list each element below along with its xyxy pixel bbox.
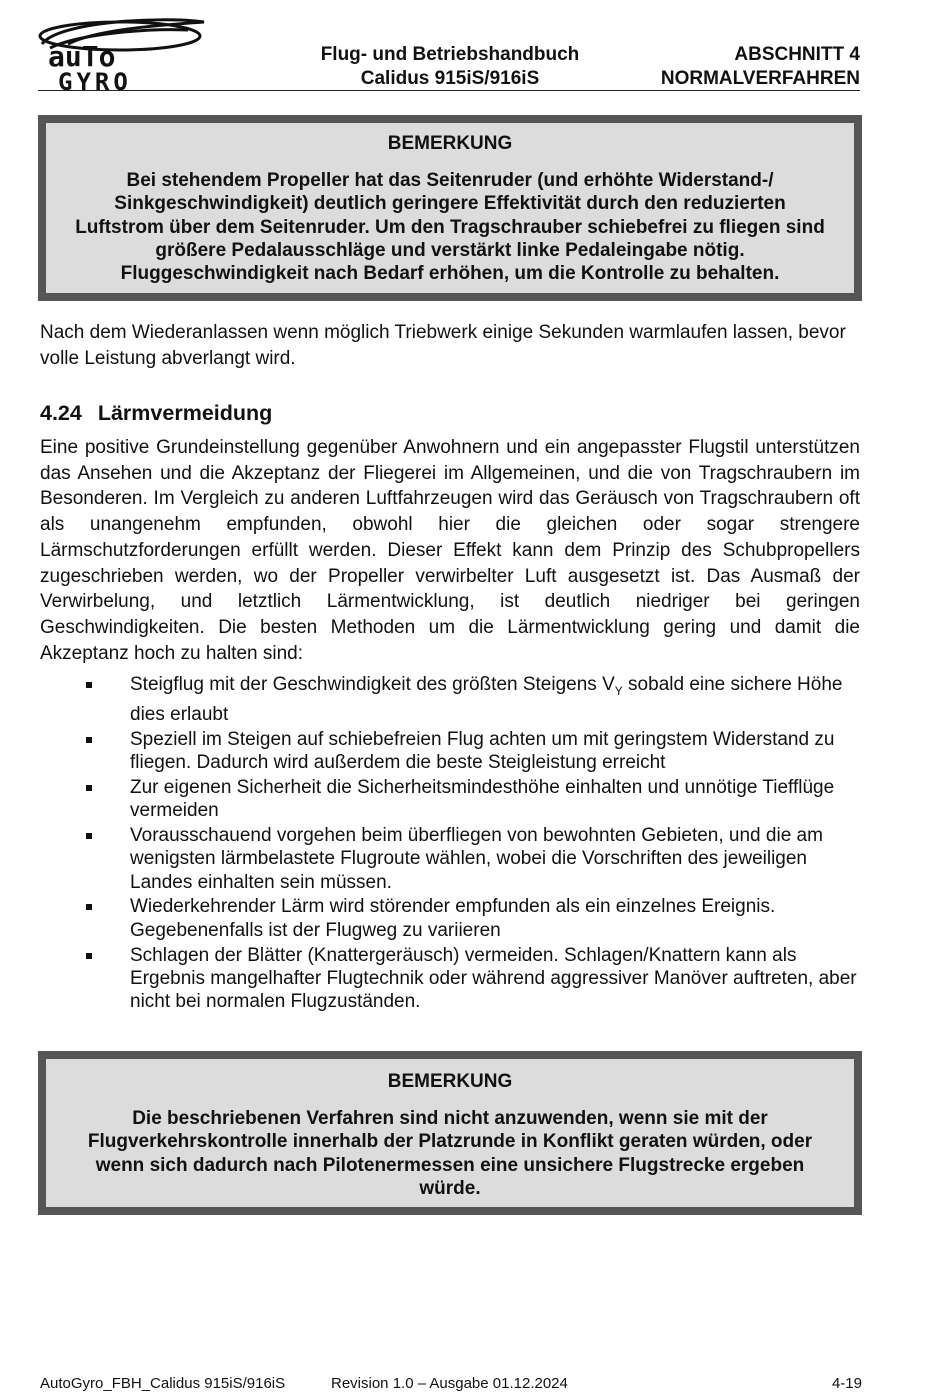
list-item <box>40 944 870 1014</box>
list-item <box>40 895 870 942</box>
list-item-text: Wiederkehrender Lärm wird störender empfunden als ein einzelnes Ereignis. Gegebenenfalls ist der Flugweg zu variieren <box>130 896 776 941</box>
footer-document-id: AutoGyro_FBH_Calidus 915iS/916iS <box>40 1375 286 1392</box>
logo-text-top: auTo <box>48 40 116 73</box>
manual-title <box>300 43 600 91</box>
bullet-marker <box>86 833 92 839</box>
section-number-label: ABSCHNITT 4 <box>734 44 860 65</box>
section-name-label: NORMALVERFAHREN <box>660 68 860 89</box>
bullet-marker <box>86 682 92 688</box>
list-item-text-b: sobald eine sichere Höhe dies erlaubt <box>130 674 843 726</box>
note-title: BEMERKUNG <box>387 133 513 154</box>
note-text: Die beschriebenen Verfahren sind nicht anzuwenden, wenn sie mit der Flugverkehrskontrolle innerhalb der Platzrunde in Konflikt geraten würden, oder wenn sich dadurch nach Pilotenermessen eine unsichere Flugstrecke ergeben würde. <box>87 1108 813 1199</box>
logo-text-bottom: GYRO <box>58 68 132 92</box>
note-box-atc <box>38 1051 862 1215</box>
note-box-propeller <box>38 115 862 301</box>
bullet-marker <box>86 785 92 791</box>
bullet-marker <box>86 904 92 910</box>
list-item-subscript: Y <box>614 683 623 698</box>
section-heading <box>560 43 860 91</box>
manual-title-line1: Flug- und Betriebshandbuch <box>320 44 580 65</box>
footer-page-number: 4-19 <box>831 1375 862 1392</box>
list-item-text: Schlagen der Blätter (Knattergeräusch) vermeiden. Schlagen/Knattern kann als Ergebnis mangelhafter Flugtechnik oder während aggressiver Manöver auftreten, aber nicht bei normalen Flugzuständen. <box>130 944 857 1013</box>
list-item <box>40 728 870 775</box>
bullet-marker <box>86 953 92 959</box>
autogyro-logo <box>38 14 208 92</box>
footer-revision: Revision 1.0 – Ausgabe 01.12.2024 <box>331 1375 568 1392</box>
paragraph-restart: Nach dem Wiederanlassen wenn möglich Triebwerk einige Sekunden warmlaufen lassen, bevor volle Leistung abverlangt wird. <box>40 322 846 369</box>
manual-title-line2: Calidus 915iS/916iS <box>360 68 540 89</box>
section-title-number: 4.24 <box>40 401 82 425</box>
list-item-text-a: Steigflug mit der Geschwindigkeit des größten Steigens V <box>130 674 615 695</box>
header-divider <box>38 90 860 91</box>
section-title <box>40 398 272 428</box>
noise-method-list <box>40 673 870 1015</box>
paragraph-noise-intro: Eine positive Grundeinstellung gegenüber Anwohnern und ein angepasster Flugstil unterstützen das Ansehen und die Akzeptanz der Fliegerei im Allgemeinen, und die von Tragschraubern im Besonderen. Im Vergleich zu anderen Luftfahrzeugen wird das Geräusch von Tragschraubern oft als unangenehm empfunden, obwohl hier die gleichen oder sogar strengere Lärmschutzforderungen erfüllt werden. Dieser Effekt kann dem Prinzip des Schubpropellers zugeschrieben werden, wo der Propeller verwirbelter Luft ausgesetzt ist. Das Ausmaß der Verwirbelung, und letztlich Lärmentwicklung, ist deutlich niedriger bei geringen Geschwindigkeiten. Die besten Methoden um die Lärmentwicklung gering und damit die Akzeptanz hoch zu halten sind: <box>40 437 860 664</box>
list-item <box>40 824 870 894</box>
list-item <box>40 776 870 823</box>
list-item-text: Vorausschauend vorgehen beim überfliegen von bewohnten Gebieten, und die am wenigsten lärmbelastete Flugroute wählen, wobei die Vorschriften des jeweiligen Landes einhalten sein müssen. <box>130 825 823 893</box>
note-text: Bei stehendem Propeller hat das Seitenruder (und erhöhte Widerstand-/ Sinkgeschwindigkeit) deutlich geringere Effektivität durch den reduzierten Luftstrom über dem Seitenruder. Um den Tragschrauber schiebefrei zu fliegen sind größere Pedalausschläge und verstärkt linke Pedaleingabe nötig. Fluggeschwindigkeit nach Bedarf erhöhen, um die Kontrolle zu behalten. <box>75 170 825 285</box>
list-item-text: Speziell im Steigen auf schiebefreien Flug achten um mit geringstem Widerstand zu fliegen. Dadurch wird außerdem die beste Steigleistung erreicht <box>130 728 835 774</box>
note-title: BEMERKUNG <box>387 1071 513 1092</box>
section-title-text: Lärmvermeidung <box>97 401 273 425</box>
list-item <box>40 673 870 726</box>
list-item-text: Zur eigenen Sicherheit die Sicherheitsmindesthöhe einhalten und unnötige Tiefflüge vermeiden <box>130 776 835 822</box>
bullet-marker <box>86 737 92 743</box>
